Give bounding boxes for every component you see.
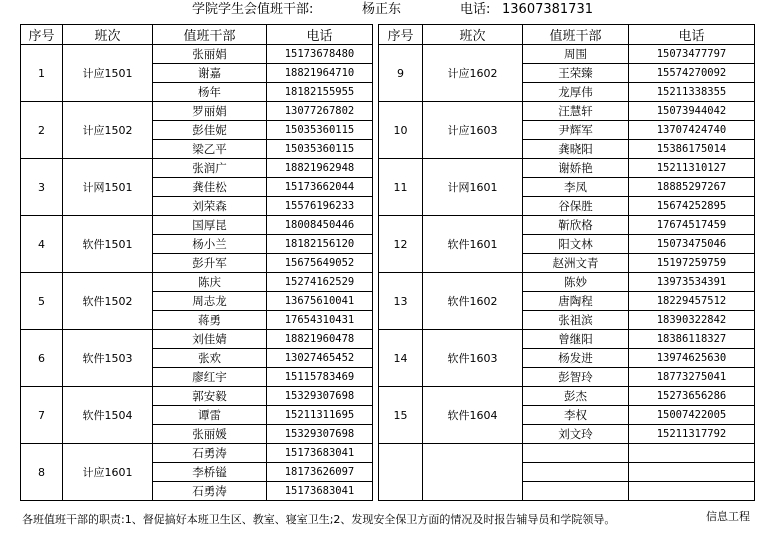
table-header-row	[21, 25, 373, 45]
phone-cell: 18821960478	[267, 330, 373, 349]
duty-cadre-name-cell: 龙厚伟	[523, 83, 629, 102]
group-number-cell: 12	[379, 216, 423, 273]
group-number-cell	[379, 444, 423, 501]
department-label: 信息工程	[706, 510, 750, 523]
phone-cell: 15035360115	[267, 121, 373, 140]
phone-cell	[629, 444, 755, 463]
table-row	[21, 444, 373, 463]
duty-cadre-name-cell: 周志龙	[153, 292, 267, 311]
duty-cadre-name-cell: 张欢	[153, 349, 267, 368]
group-number-cell: 3	[21, 159, 63, 216]
phone-cell: 15273656286	[629, 387, 755, 406]
duty-cadre-name-cell: 汪慧轩	[523, 102, 629, 121]
phone-cell: 18173626097	[267, 463, 373, 482]
duty-cadre-name-cell: 蒋勇	[153, 311, 267, 330]
duty-cadre-name-cell: 刘文玲	[523, 425, 629, 444]
duty-cadre-name-cell: 赵洲文青	[523, 254, 629, 273]
phone-cell: 15211310127	[629, 159, 755, 178]
phone-cell: 15173678480	[267, 45, 373, 64]
duty-cadre-name-cell: 谭雷	[153, 406, 267, 425]
document-title: 学院学生会值班干部:	[192, 2, 314, 17]
duty-cadre-name-cell: 靳欣格	[523, 216, 629, 235]
phone-cell: 15035360115	[267, 140, 373, 159]
table-row	[379, 444, 755, 463]
table-row	[379, 45, 755, 64]
duty-cadre-name-cell: 王荣臻	[523, 64, 629, 83]
duty-responsibilities-note: 各班值班干部的职责:1、督促搞好本班卫生区、教室、寝室卫生;2、发现安全保卫方面的情况及时报告辅导员和学院领导。	[22, 513, 616, 526]
phone-cell: 15211317792	[629, 425, 755, 444]
duty-leader-phone: 13607381731	[502, 2, 593, 17]
column-header-number: 序号	[379, 25, 423, 45]
column-header-duty-cadre: 值班干部	[523, 25, 629, 45]
phone-cell: 18386118327	[629, 330, 755, 349]
duty-cadre-name-cell: 廖红宇	[153, 368, 267, 387]
class-cell	[423, 444, 523, 501]
phone-cell: 18773275041	[629, 368, 755, 387]
table-row	[21, 273, 373, 292]
phone-cell: 13707424740	[629, 121, 755, 140]
duty-cadre-name-cell: 张润广	[153, 159, 267, 178]
group-number-cell: 4	[21, 216, 63, 273]
group-number-cell: 10	[379, 102, 423, 159]
duty-cadre-name-cell: 李桥镒	[153, 463, 267, 482]
duty-table-left	[20, 24, 373, 501]
duty-cadre-name-cell: 刘佳婧	[153, 330, 267, 349]
column-header-phone: 电话	[267, 25, 373, 45]
phone-cell: 13077267802	[267, 102, 373, 121]
phone-cell: 15329307698	[267, 425, 373, 444]
phone-cell: 15576196233	[267, 197, 373, 216]
duty-cadre-name-cell: 杨小兰	[153, 235, 267, 254]
class-cell: 计应1603	[423, 102, 523, 159]
phone-cell: 15574270092	[629, 64, 755, 83]
table-row	[379, 330, 755, 349]
phone-cell: 15386175014	[629, 140, 755, 159]
table-header-row	[379, 25, 755, 45]
class-cell: 软件1502	[63, 273, 153, 330]
phone-cell: 18885297267	[629, 178, 755, 197]
duty-cadre-name-cell: 曾继阳	[523, 330, 629, 349]
duty-cadre-name-cell	[523, 482, 629, 501]
duty-table-right	[378, 24, 755, 501]
phone-cell: 15073944042	[629, 102, 755, 121]
phone-cell: 15173662044	[267, 178, 373, 197]
duty-cadre-name-cell: 张祖滨	[523, 311, 629, 330]
table-row	[21, 216, 373, 235]
phone-cell: 15674252895	[629, 197, 755, 216]
duty-cadre-name-cell: 石勇涛	[153, 444, 267, 463]
table-row	[379, 387, 755, 406]
duty-cadre-name-cell: 张丽娟	[153, 45, 267, 64]
class-cell: 计应1501	[63, 45, 153, 102]
duty-cadre-name-cell: 石勇涛	[153, 482, 267, 501]
duty-cadre-name-cell: 唐陶程	[523, 292, 629, 311]
group-number-cell: 7	[21, 387, 63, 444]
duty-cadre-name-cell: 彭杰	[523, 387, 629, 406]
duty-cadre-name-cell: 龚佳松	[153, 178, 267, 197]
duty-cadre-name-cell: 郭安毅	[153, 387, 267, 406]
duty-cadre-name-cell: 杨发进	[523, 349, 629, 368]
table-row	[21, 45, 373, 64]
phone-cell	[629, 482, 755, 501]
group-number-cell: 5	[21, 273, 63, 330]
table-row	[21, 330, 373, 349]
class-cell: 计应1602	[423, 45, 523, 102]
duty-cadre-name-cell: 陈妙	[523, 273, 629, 292]
phone-cell: 15007422005	[629, 406, 755, 425]
phone-cell: 13973534391	[629, 273, 755, 292]
table-row	[21, 387, 373, 406]
group-number-cell: 13	[379, 273, 423, 330]
table-row	[379, 273, 755, 292]
phone-cell: 18821964710	[267, 64, 373, 83]
phone-label: 电话:	[460, 2, 491, 17]
phone-cell: 15211311695	[267, 406, 373, 425]
duty-cadre-name-cell: 刘荣森	[153, 197, 267, 216]
duty-cadre-name-cell: 周围	[523, 45, 629, 64]
phone-cell	[629, 463, 755, 482]
duty-cadre-name-cell: 陈庆	[153, 273, 267, 292]
duty-cadre-name-cell: 张丽媛	[153, 425, 267, 444]
class-cell: 计网1601	[423, 159, 523, 216]
phone-cell: 15115783469	[267, 368, 373, 387]
phone-cell: 18008450446	[267, 216, 373, 235]
table-row	[21, 102, 373, 121]
phone-cell: 15173683041	[267, 444, 373, 463]
phone-cell: 13027465452	[267, 349, 373, 368]
class-cell: 软件1504	[63, 387, 153, 444]
table-row	[379, 159, 755, 178]
phone-cell: 17674517459	[629, 216, 755, 235]
duty-cadre-name-cell: 谢娇艳	[523, 159, 629, 178]
duty-cadre-name-cell: 阳文林	[523, 235, 629, 254]
group-number-cell: 15	[379, 387, 423, 444]
class-cell: 软件1601	[423, 216, 523, 273]
column-header-class: 班次	[423, 25, 523, 45]
duty-leader-name: 杨正东	[362, 2, 402, 17]
class-cell: 计应1601	[63, 444, 153, 501]
group-number-cell: 11	[379, 159, 423, 216]
phone-cell: 15073477797	[629, 45, 755, 64]
duty-cadre-name-cell: 彭佳妮	[153, 121, 267, 140]
phone-cell: 18229457512	[629, 292, 755, 311]
duty-cadre-name-cell: 梁乙平	[153, 140, 267, 159]
duty-cadre-name-cell: 国厚昆	[153, 216, 267, 235]
column-header-number: 序号	[21, 25, 63, 45]
phone-cell: 18390322842	[629, 311, 755, 330]
duty-cadre-name-cell: 罗丽娟	[153, 102, 267, 121]
table-row	[21, 159, 373, 178]
group-number-cell: 6	[21, 330, 63, 387]
duty-table-right-body	[379, 45, 755, 501]
class-cell: 软件1503	[63, 330, 153, 387]
duty-cadre-name-cell	[523, 463, 629, 482]
phone-cell: 18182155955	[267, 83, 373, 102]
duty-cadre-name-cell: 彭升军	[153, 254, 267, 273]
group-number-cell: 1	[21, 45, 63, 102]
class-cell: 软件1602	[423, 273, 523, 330]
duty-cadre-name-cell	[523, 444, 629, 463]
phone-cell: 13974625630	[629, 349, 755, 368]
duty-cadre-name-cell: 李权	[523, 406, 629, 425]
phone-cell: 15211338355	[629, 83, 755, 102]
phone-cell: 17654310431	[267, 311, 373, 330]
class-cell: 计应1502	[63, 102, 153, 159]
duty-table-left-body	[21, 45, 373, 501]
duty-cadre-name-cell: 彭智玲	[523, 368, 629, 387]
column-header-duty-cadre: 值班干部	[153, 25, 267, 45]
phone-cell: 15329307698	[267, 387, 373, 406]
class-cell: 软件1603	[423, 330, 523, 387]
phone-cell: 13675610041	[267, 292, 373, 311]
duty-cadre-name-cell: 谢嘉	[153, 64, 267, 83]
phone-cell: 15073475046	[629, 235, 755, 254]
duty-cadre-name-cell: 李凤	[523, 178, 629, 197]
column-header-phone: 电话	[629, 25, 755, 45]
duty-cadre-name-cell: 龚晓阳	[523, 140, 629, 159]
group-number-cell: 14	[379, 330, 423, 387]
group-number-cell: 9	[379, 45, 423, 102]
phone-cell: 15274162529	[267, 273, 373, 292]
table-row	[379, 216, 755, 235]
phone-cell: 15197259759	[629, 254, 755, 273]
class-cell: 软件1501	[63, 216, 153, 273]
phone-cell: 15173683041	[267, 482, 373, 501]
group-number-cell: 8	[21, 444, 63, 501]
document-title-bar	[0, 0, 768, 20]
class-cell: 计网1501	[63, 159, 153, 216]
phone-cell: 15675649052	[267, 254, 373, 273]
duty-cadre-name-cell: 谷保胜	[523, 197, 629, 216]
group-number-cell: 2	[21, 102, 63, 159]
duty-cadre-name-cell: 杨年	[153, 83, 267, 102]
column-header-class: 班次	[63, 25, 153, 45]
table-row	[379, 102, 755, 121]
class-cell: 软件1604	[423, 387, 523, 444]
duty-cadre-name-cell: 尹辉军	[523, 121, 629, 140]
phone-cell: 18182156120	[267, 235, 373, 254]
phone-cell: 18821962948	[267, 159, 373, 178]
